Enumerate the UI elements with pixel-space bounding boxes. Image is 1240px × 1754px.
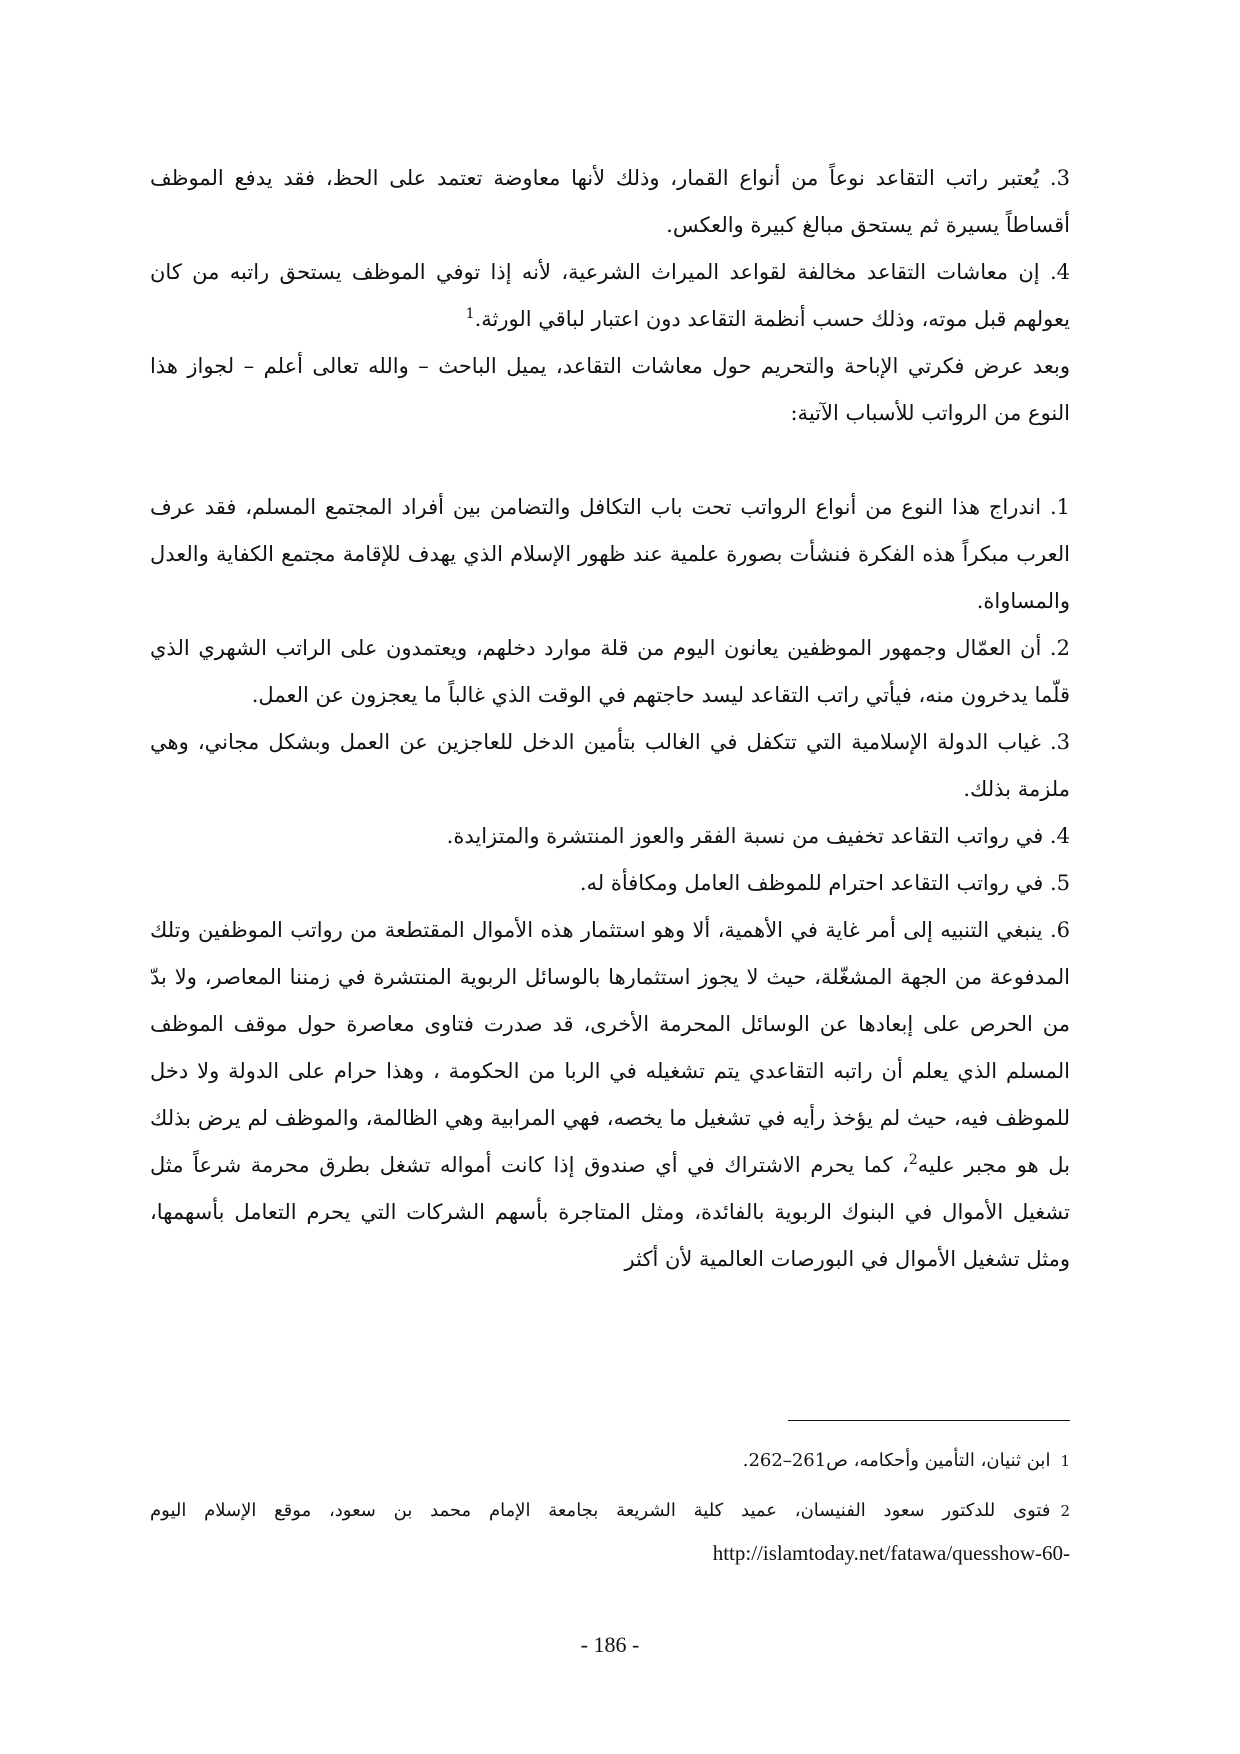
paragraph bbox=[150, 907, 1070, 1283]
paragraph bbox=[150, 860, 1070, 907]
paragraph-text: 5. في رواتب التقاعد احترام للموظف العامل ومكافأة له. bbox=[579, 871, 1070, 895]
paragraph bbox=[150, 719, 1070, 813]
footnotes bbox=[150, 1440, 1070, 1584]
paragraph-text: وبعد عرض فكرتي الإباحة والتحريم حول معاشات التقاعد، يميل الباحث – والله تعالى أعلم – لجواز هذا النوع من الرواتب للأسباب الآتية: bbox=[150, 354, 1070, 425]
paragraph-text: 4. في رواتب التقاعد تخفيف من نسبة الفقر والعوز المنتشرة والمتزايدة. bbox=[446, 824, 1070, 848]
body-text bbox=[150, 155, 1070, 1283]
paragraph bbox=[150, 249, 1070, 343]
paragraph-text: 4. إن معاشات التقاعد مخالفة لقواعد الميراث الشرعية، لأنه إذا توفي الموظف يستحق راتبه من كان يعولهم قبل موته، وذلك حسب أنظمة التقاعد دون اعتبار لباقي الورثة. bbox=[150, 260, 1070, 331]
footnote bbox=[150, 1490, 1070, 1576]
paragraph bbox=[150, 343, 1070, 437]
paragraph-text: 3. غياب الدولة الإسلامية التي تتكفل في الغالب بتأمين الدخل للعاجزين عن العمل وبشكل مجاني، وهي ملزمة بذلك. bbox=[150, 730, 1070, 801]
paragraph-text: 2. أن العمّال وجمهور الموظفين يعانون اليوم من قلة موارد دخلهم، ويعتمدون على الراتب الشهري الذي قلّما يدخرون منه، فيأتي راتب التقاعد ليسد حاجتهم في الوقت الذي غالباً ما يعجزون عن العمل. bbox=[150, 636, 1070, 707]
footnote-number: 2 bbox=[1060, 1502, 1070, 1520]
paragraph-text: 3. يُعتبر راتب التقاعد نوعاً من أنواع القمار، وذلك لأنها معاوضة تعتمد على الحظ، فقد يدفع الموظف أقساطاً يسيرة ثم يستحق مبالغ كبيرة والعكس. bbox=[150, 166, 1070, 237]
paragraph bbox=[150, 813, 1070, 860]
footnote-link[interactable]: http://islamtoday.net/fatawa/quesshow-60- bbox=[712, 1541, 1070, 1565]
page-number: - 186 - bbox=[580, 1632, 640, 1657]
footnote-text: ابن ثنيان، التأمين وأحكامه، ص261–262. bbox=[742, 1450, 1051, 1471]
footnote bbox=[150, 1440, 1070, 1482]
paragraph bbox=[150, 625, 1070, 719]
footnote-number: 1 bbox=[1060, 1452, 1070, 1470]
document-page bbox=[150, 0, 1070, 1754]
paragraph-text: ، كما يحرم الاشتراك في أي صندوق إذا كانت أمواله تشغل بطرق محرمة شرعاً مثل تشغيل الأموال في البنوك الربوية بالفائدة، ومثل المتاجرة بأسهم الشركات التي يحرم التعامل بأسهمها، ومثل تشغيل الأموال في البورصات العالمية لأن أكثر bbox=[150, 1153, 1070, 1271]
footnote-reference[interactable]: 2 bbox=[908, 1152, 918, 1168]
paragraph bbox=[150, 155, 1070, 249]
footnote-reference[interactable]: 1 bbox=[465, 306, 475, 322]
paragraph-text: 6. ينبغي التنبيه إلى أمر غاية في الأهمية، ألا وهو استثمار هذه الأموال المقتطعة من رواتب الموظفين وتلك المدفوعة من الجهة المشغّلة، حيث لا يجوز استثمارها بالوسائل الربوية المنتشرة في زمننا المعاصر، ولا بدّ من الحرص على إبعادها عن الوسائل المحرمة الأخرى، قد صدرت فتاوى معاصرة حول موقف الموظف المسلم الذي يعلم أن راتبه التقاعدي يتم تشغيله في الربا من الحكومة ، وهذا حرام على الدولة ولا دخل للموظف فيه، حيث لم يؤخذ رأيه في تشغيل ما يخصه، فهي المرابية وهي الظالمة، والموظف لم يرض بذلك بل هو مجبر عليه bbox=[150, 918, 1070, 1177]
paragraph-text: 1. اندراج هذا النوع من أنواع الرواتب تحت باب التكافل والتضامن بين أفراد المجتمع المسلم، فقد عرف العرب مبكراً هذه الفكرة فنشأت بصورة علمية عند ظهور الإسلام الذي يهدف للإقامة مجتمع الكفاية والعدل والمساواة. bbox=[150, 495, 1070, 613]
footnote-text: فتوى للدكتور سعود الفنيسان، عميد كلية الشريعة بجامعة الإمام محمد بن سعود، موقع الإسلام اليوم bbox=[150, 1500, 1051, 1521]
footnote-separator bbox=[788, 1420, 1070, 1421]
paragraph bbox=[150, 484, 1070, 625]
